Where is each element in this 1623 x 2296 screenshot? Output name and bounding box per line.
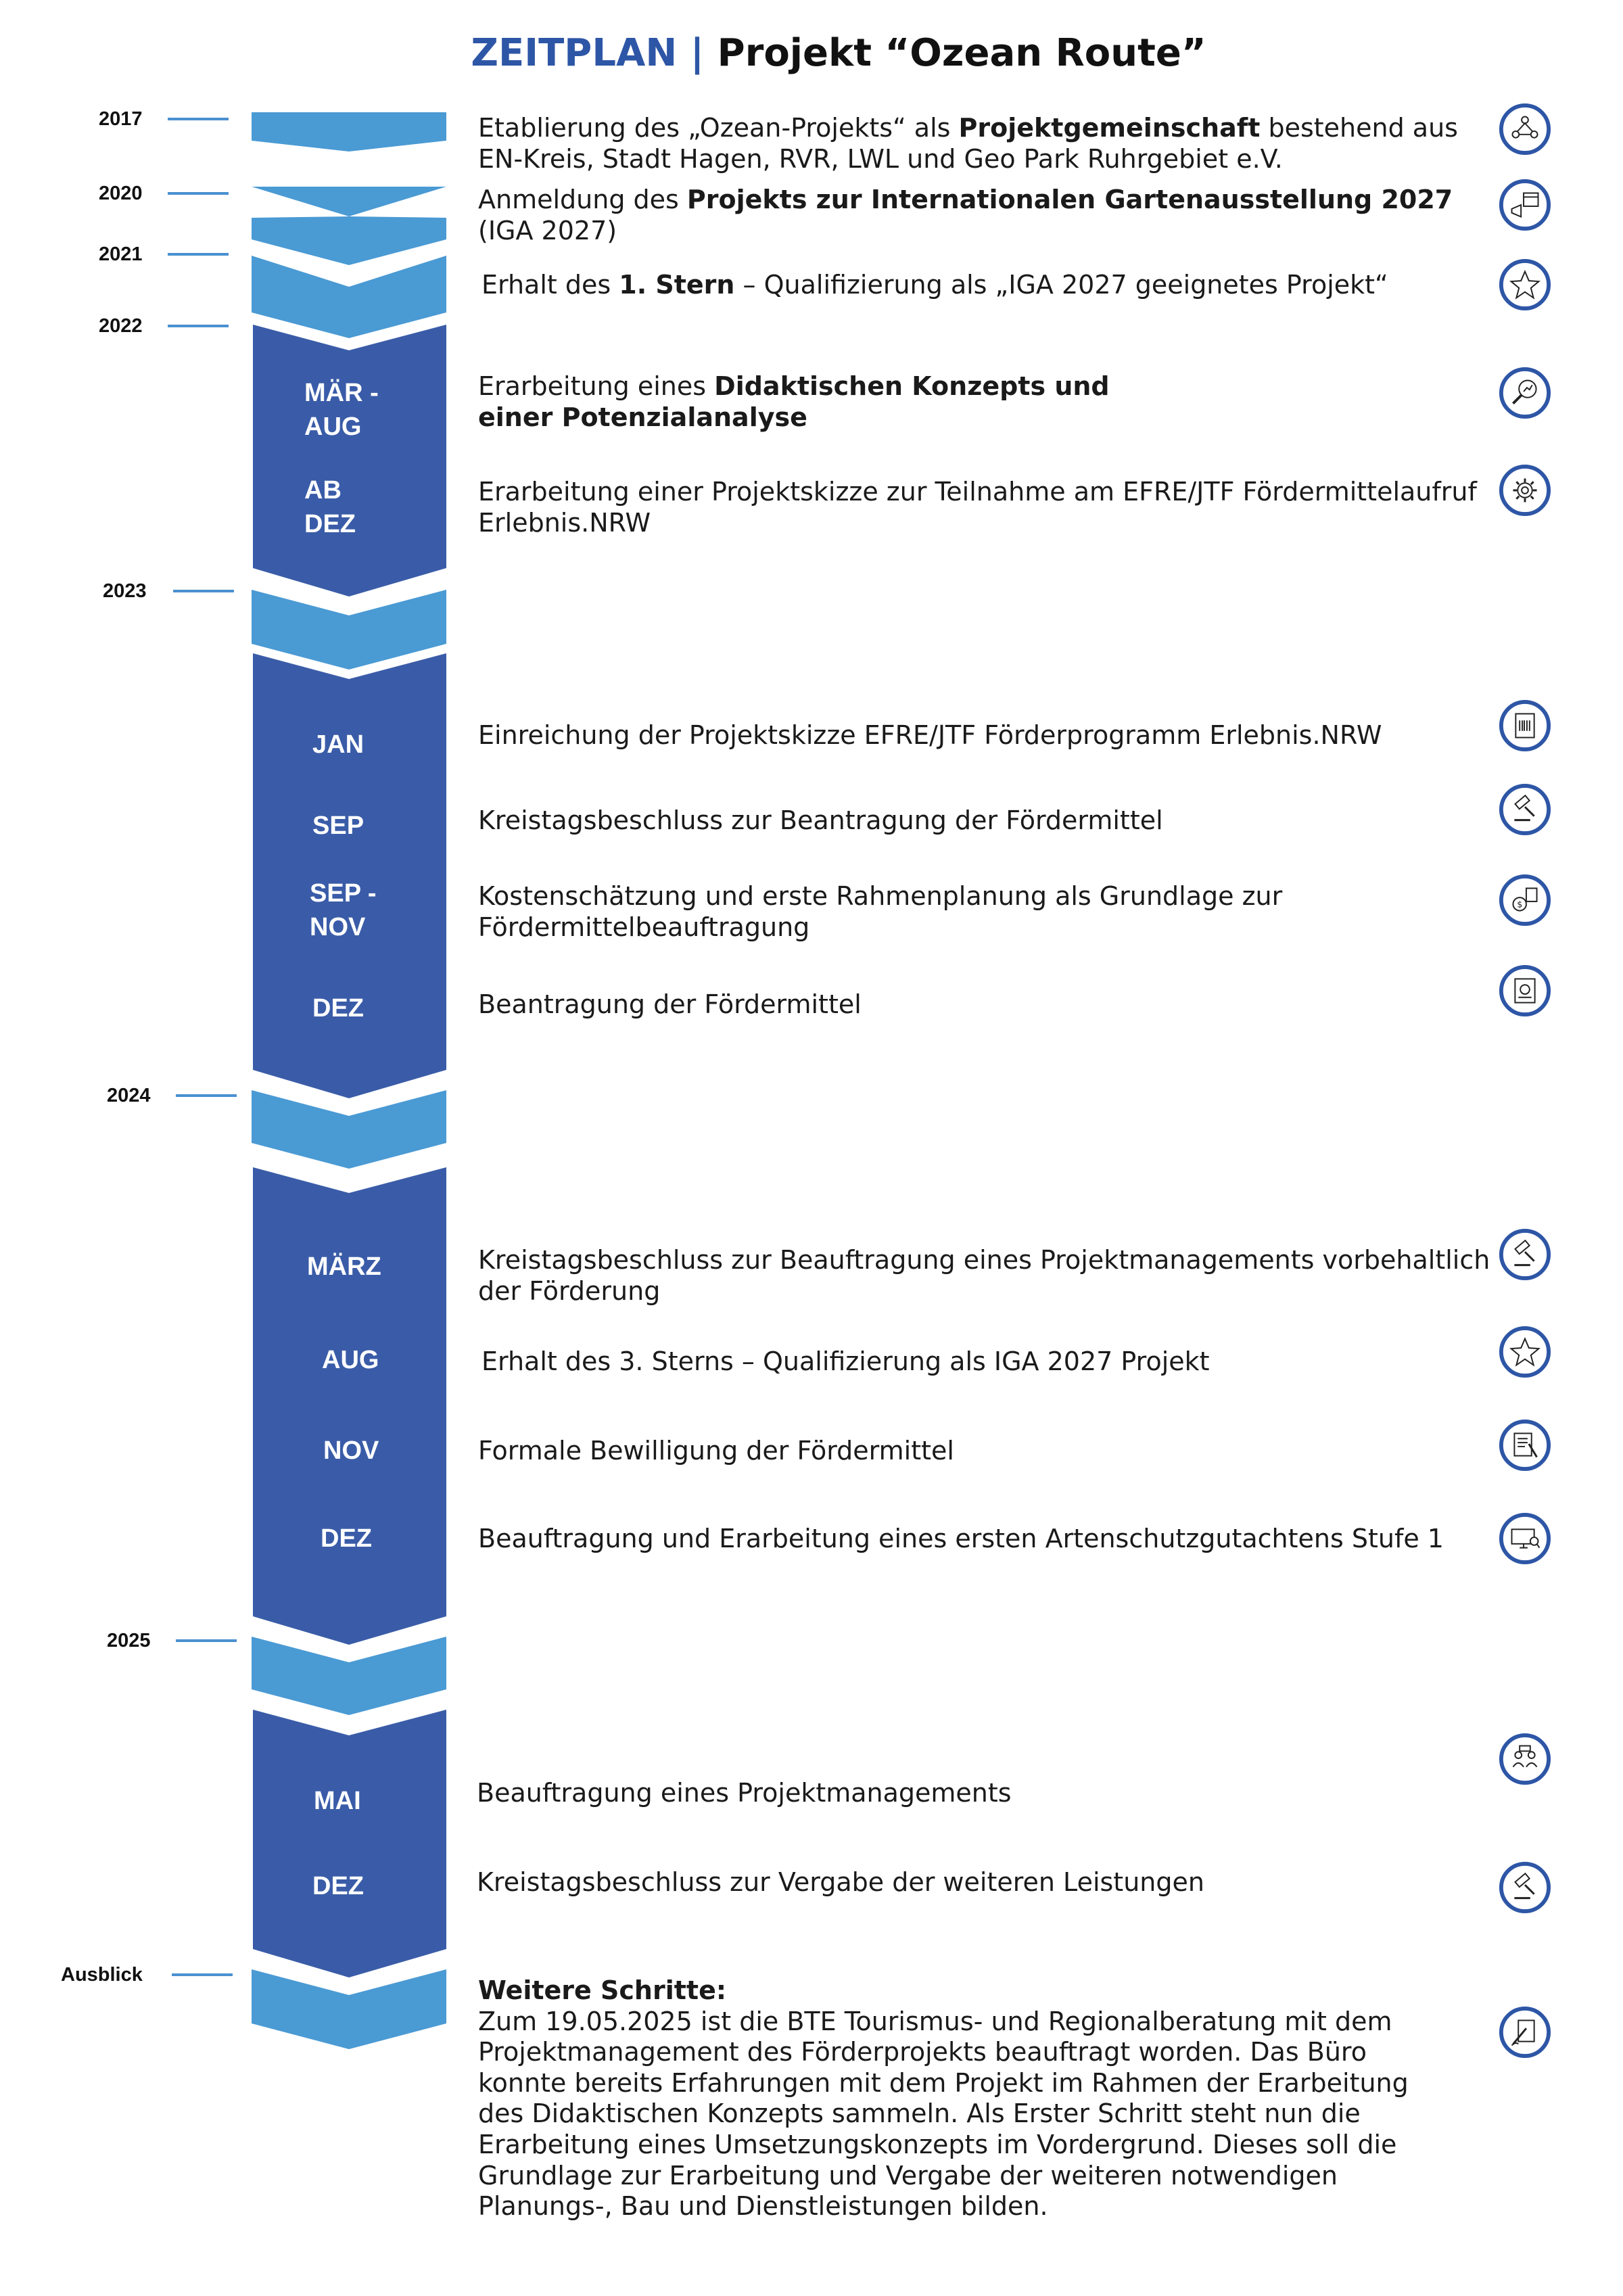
chevron-2025 xyxy=(252,1637,446,1715)
event-2023-estimate: Kostenschätzung und erste Rahmenplanung als Grundlage zur Fördermittelbeauftragung xyxy=(478,881,1283,942)
label-ab-dez: AB DEZ xyxy=(304,476,356,538)
block-2024 xyxy=(253,1167,446,1645)
year-2020: 2020 xyxy=(99,183,143,204)
svg-text:$: $ xyxy=(1517,899,1523,910)
year-tick-2025 xyxy=(176,1639,237,1642)
event-2024-star: Erhalt des 3. Sterns – Qualifizierung als IGA 2027 Projekt xyxy=(481,1346,1210,1376)
gavel-icon xyxy=(1499,1861,1551,1914)
block-2023 xyxy=(253,653,446,1098)
event-2021: Erhalt des 1. Stern – Qualifizierung als „IGA 2027 geeignetes Projekt“ xyxy=(481,270,1388,300)
event-2024-species: Beauftragung und Erarbeitung eines ersten Artenschutzgutachtens Stufe 1 xyxy=(478,1524,1444,1553)
calendar-megaphone-icon xyxy=(1499,179,1551,231)
monitor-magnifier-icon xyxy=(1499,1512,1551,1565)
label-mai-2025: MAI xyxy=(314,1787,361,1815)
star-icon xyxy=(1499,258,1551,311)
year-tick-2020 xyxy=(168,192,229,195)
star-icon xyxy=(1499,1326,1551,1378)
event-2025-management: Beauftragung eines Projektmanagements xyxy=(477,1778,1012,1808)
certificate-icon xyxy=(1499,964,1551,1017)
outlook-body: Zum 19.05.2025 ist die BTE Tourismus- und Regionalberatung mit dem Projektmanagement des Förderprojekts beauftragt worden. Das Büro konnte bereits Erfahrungen mit dem Projekt im Rahmen der Erarbeitung des Didaktischen Konzepts sammeln. Als Erster Schritt steht nun die Erarbeitung eines Umsetzungskonzepts im Vordergrund. Dieses soll die Grundlage zur Erarbeitung und Vergabe der weiteren notwendigen Planungs-, Bau und Dienstleistungen bilden. xyxy=(478,2006,1409,2222)
event-2023-application: Beantragung der Fördermittel xyxy=(478,989,862,1019)
document-signature-icon xyxy=(1499,2006,1551,2059)
gavel-icon xyxy=(1499,1228,1551,1281)
block-2022 xyxy=(253,325,446,596)
year-tick-2023 xyxy=(173,590,234,592)
event-2023-resolution: Kreistagsbeschluss zur Beantragung der Fördermittel xyxy=(478,805,1163,835)
title-separator: | xyxy=(690,31,705,75)
magnifier-chart-icon xyxy=(1499,367,1551,419)
label-aug-2024: AUG xyxy=(322,1346,379,1374)
year-2024: 2024 xyxy=(107,1085,151,1106)
event-2022-sketch: Erarbeitung einer Projektskizze zur Teilnahme am EFRE/JTF Fördermittelaufruf Erlebnis.NRW xyxy=(478,477,1477,538)
gear-icon xyxy=(1499,464,1551,517)
year-2022: 2022 xyxy=(99,315,143,337)
year-tick-outlook xyxy=(172,1973,233,1976)
year-2023: 2023 xyxy=(103,580,147,602)
event-2020: Anmeldung des Projekts zur Internationalen Gartenausstellung 2027 (IGA 2027) xyxy=(478,185,1453,245)
label-dez-2025: DEZ xyxy=(312,1872,364,1900)
people-network-icon xyxy=(1499,103,1551,156)
label-sep-2023: SEP xyxy=(312,812,364,840)
year-tick-2017 xyxy=(168,118,229,120)
event-2023-submission: Einreichung der Projektskizze EFRE/JTF Förderprogramm Erlebnis.NRW xyxy=(478,720,1382,750)
outlook-heading: Weitere Schritte: xyxy=(478,1975,727,2005)
year-tick-2021 xyxy=(168,253,229,256)
chevron-2017 xyxy=(252,112,446,151)
event-2024-approval: Formale Bewilligung der Fördermittel xyxy=(478,1436,954,1466)
year-outlook: Ausblick xyxy=(61,1964,143,1986)
year-tick-2024 xyxy=(176,1094,237,1097)
chevron-outlook xyxy=(252,1969,446,2049)
document-barcode-icon xyxy=(1499,699,1551,752)
event-2024-resolution: Kreistagsbeschluss zur Beauftragung eines Projektmanagements vorbehaltlich der Förderung xyxy=(478,1245,1490,1306)
label-maerz-2024: MÄRZ xyxy=(307,1252,381,1281)
title-part-2: Projekt “Ozean Route” xyxy=(717,31,1206,75)
title-part-1: ZEITPLAN xyxy=(471,31,678,75)
year-tick-2022 xyxy=(168,325,229,327)
label-jan-2023: JAN xyxy=(312,730,364,759)
label-dez-2024: DEZ xyxy=(321,1524,372,1553)
chevron-2020 xyxy=(252,187,446,265)
label-sep-nov-2023: SEP - NOV xyxy=(310,879,377,941)
year-2021: 2021 xyxy=(99,243,143,265)
money-calculator-icon xyxy=(1499,874,1551,927)
year-2025: 2025 xyxy=(107,1630,151,1651)
year-2017: 2017 xyxy=(99,108,143,130)
label-nov-2024: NOV xyxy=(323,1436,379,1465)
label-mar-aug: MÄR - AUG xyxy=(304,379,379,441)
event-2025-resolution: Kreistagsbeschluss zur Vergabe der weiteren Leistungen xyxy=(477,1867,1204,1897)
document-pen-icon xyxy=(1499,1419,1551,1472)
gavel-icon xyxy=(1499,783,1551,836)
event-2022-concept: Erarbeitung eines Didaktischen Konzepts und einer Potenzialanalyse xyxy=(478,371,1110,432)
label-dez-2023: DEZ xyxy=(312,994,364,1023)
team-meeting-icon xyxy=(1499,1733,1551,1785)
chevron-2021 xyxy=(252,256,446,338)
chevron-2024 xyxy=(252,1090,446,1169)
chevron-2023 xyxy=(252,590,446,670)
block-2025 xyxy=(253,1710,446,1977)
outlook-section xyxy=(478,1975,1452,2222)
event-2017: Etablierung des „Ozean-Projekts“ als Projektgemeinschaft bestehend aus EN-Kreis, Stadt Hagen, RVR, LWL und Geo Park Ruhrgebiet e.V. xyxy=(478,113,1458,174)
